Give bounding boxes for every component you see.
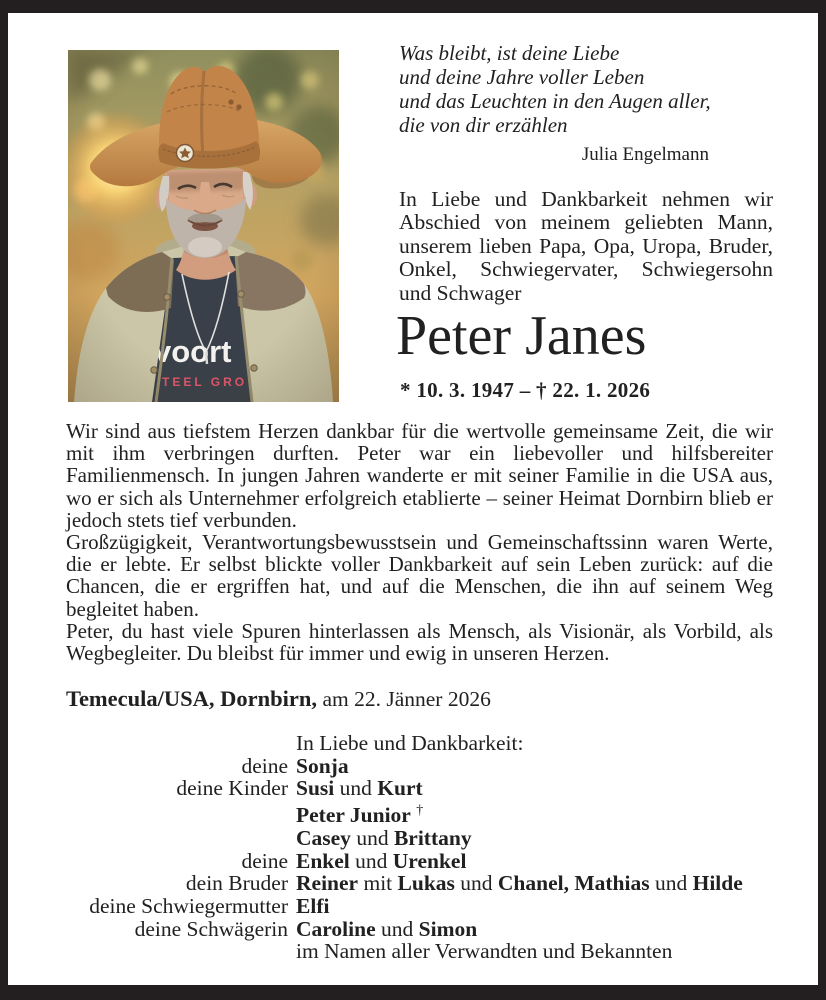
quote-author: Julia Engelmann [581, 144, 709, 165]
mourner-relation: deine Schwägerin [134, 916, 288, 941]
mourner-row [66, 827, 773, 850]
mourner-relation: deine Schwiegermutter [89, 894, 288, 919]
obituary-paragraph: Wir sind aus tiefstem Herzen dankbar für die wertvolle gemeinsame Zeit, die wir mit ihm verbringen durften. Peter war ein liebevoller und hilfsbereiter Familienmensch. In jungen Jahren wanderte er mit seiner Familie in die USA aus, wo er sich als Unternehmer erfolgreich etablierte – seiner Heimat Dornbirn blieb er jedoch stets tief verbunden. [66, 419, 773, 532]
quote-line: die von dir erzählen [399, 113, 568, 137]
mourner-relation: deine [241, 753, 288, 778]
mourner-names: In Liebe und Dankbarkeit: [296, 731, 524, 755]
memorial-quote [399, 41, 711, 167]
mourner-names: Reiner mit Lukas und Chanel, Mathias und Hilde [296, 871, 743, 896]
dateline-date: am 22. Jänner 2026 [317, 687, 491, 711]
mourner-row [66, 872, 773, 895]
mourner-relation: dein Bruder [185, 871, 288, 896]
mourner-names: Casey und Brittany [296, 825, 472, 850]
mourner-names: Enkel und Urenkel [296, 848, 467, 873]
mourner-names: Sonja [296, 753, 349, 778]
obituary-paragraph: Peter, du hast viele Spuren hinterlassen als Mensch, als Visionär, als Vorbild, als Wegbegleiter. Du bleibst für immer und ewig in unseren Herzen. [66, 618, 773, 666]
deceased-dates: * 10. 3. 1947 – † 22. 1. 2026 [400, 378, 651, 402]
mourner-relation [66, 940, 288, 963]
mourner-row [66, 850, 773, 873]
farewell-intro: In Liebe und Dankbarkeit nehmen wir Abschied von meinem geliebten Mann, unserem lieben Papa, Opa, Uropa, Bruder, Onkel, Schwiegervater, Schwiegersohn und Schwager [399, 187, 773, 305]
mourner-row [66, 732, 773, 755]
mourner-relation: deine Kinder [176, 776, 288, 801]
obituary-text [66, 420, 773, 664]
quote-lines [399, 41, 711, 137]
photo-vignette [68, 50, 339, 402]
dateline [66, 686, 491, 712]
mourners-list [66, 732, 773, 963]
mourner-relation [66, 732, 288, 755]
mourner-row [66, 777, 773, 800]
obituary-paragraph: Großzügigkeit, Verantwortungsbewusstsein und Gemeinschaftssinn waren Werte, die er lebte. Er selbst blickte voller Dankbarkeit auf sein Leben zurück: auf die Chancen, die er ergriffen hat, und auf die Menschen, die ihn auf seinem Weg begleitet haben. [66, 530, 773, 621]
mourner-relation: deine [241, 848, 288, 873]
quote-line: Was bleibt, ist deine Liebe [399, 41, 620, 65]
mourner-row [66, 755, 773, 778]
mourner-row [66, 940, 773, 963]
mourner-names: Elfi [296, 894, 330, 919]
mourner-row [66, 800, 773, 827]
mourner-relation [66, 800, 288, 827]
mourner-row [66, 918, 773, 941]
mourner-relation [66, 827, 288, 850]
quote-line: und deine Jahre voller Leben [399, 65, 645, 89]
portrait-photo [68, 50, 339, 402]
mourner-names: Peter Junior † [296, 803, 424, 828]
mourner-row [66, 895, 773, 918]
deceased-name: Peter Janes [396, 305, 647, 367]
mourner-names: Caroline und Simon [296, 916, 478, 941]
mourner-names: Susi und Kurt [296, 776, 423, 801]
dateline-places: Temecula/USA, Dornbirn, [66, 686, 318, 711]
mourner-names: im Namen aller Verwandten und Bekannten [296, 939, 673, 964]
quote-line: und das Leuchten in den Augen aller, [399, 89, 711, 113]
